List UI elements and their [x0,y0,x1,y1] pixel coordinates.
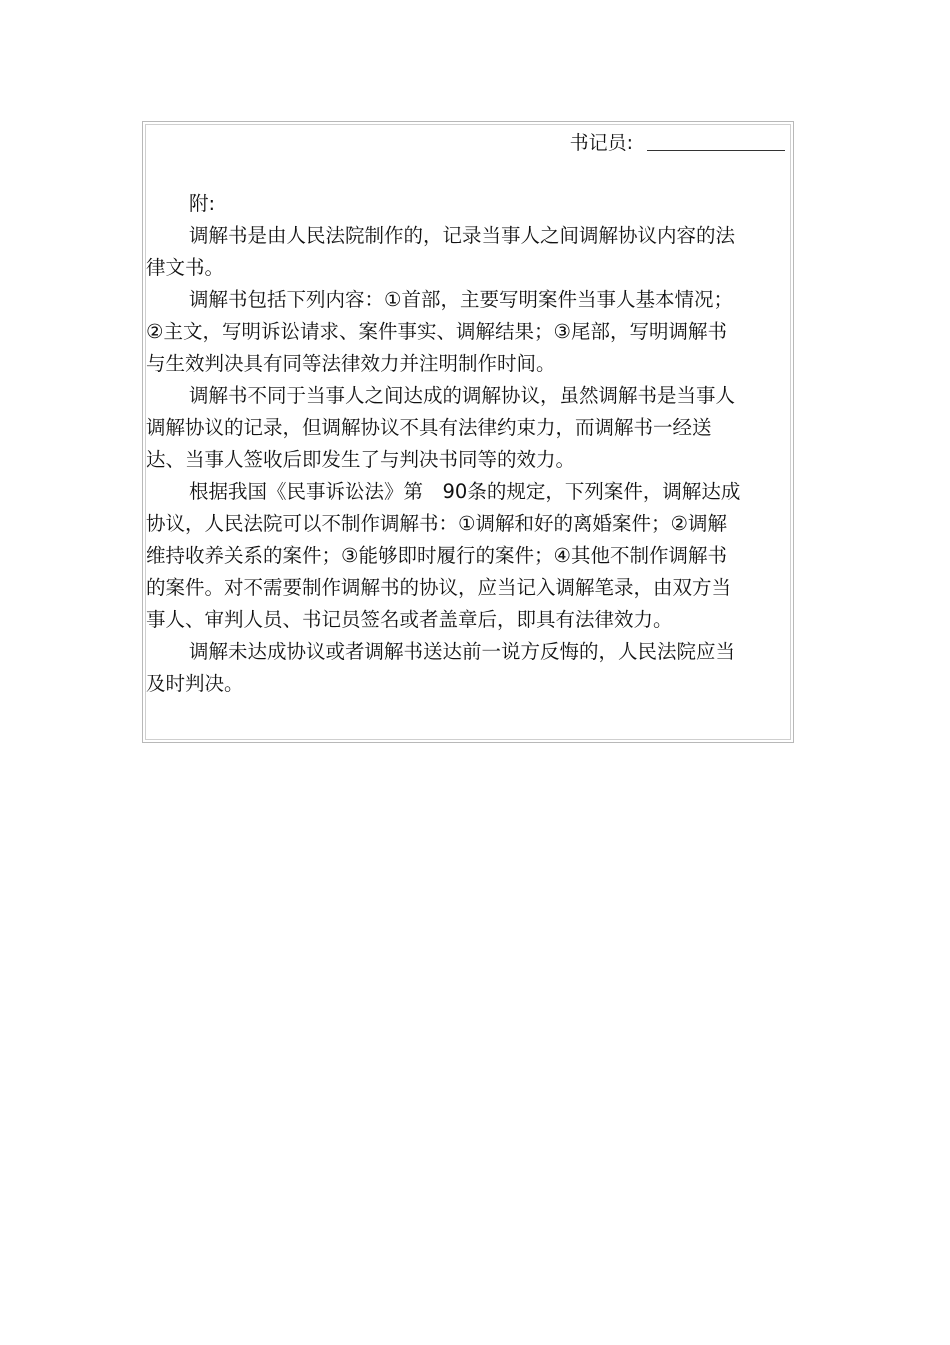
clerk-label: 书记员: [569,132,633,154]
appendix-paragraph-5: 调解未达成协议或者调解书送达前一说方反悔的，人民法院应当及时判决。 [146,640,736,695]
clerk-blank-field [647,130,785,151]
appendix-heading: 附: [189,192,216,215]
appendix-paragraph-3: 调解书不同于当事人之间达成的调解协议，虽然调解书是当事人调解协议的记录，但调解协议不具有法律约束力，而调解书一经送达、当事人签收后即发生了与判决书同等的效力。 [146,384,736,471]
appendix-paragraph-4: 根据我国《民事诉讼法》第 90条的规定，下列案件，调解达成协议，人民法院可以不制作调解书：①调解和好的离婚案件；②调解维持收养关系的案件；③能够即时履行的案件；④其他不制作调解书的案件。对不需要制作调解书的协议，应当记入调解笔录，由双方当事人、审判人员、书记员签名或者盖章后，即具有法律效力。 [146,480,741,631]
appendix-paragraph-2: 调解书包括下列内容：①首部，主要写明案件当事人基本情况；②主文，写明诉讼请求、案件事实、调解结果；③尾部，写明调解书与生效判决具有同等法律效力并注明制作时间。 [146,288,733,375]
appendix-section [146,188,742,700]
clerk-signature-line [570,130,785,156]
appendix-paragraph-1: 调解书是由人民法院制作的，记录当事人之间调解协议内容的法律文书。 [146,224,736,279]
document-frame [142,121,794,743]
